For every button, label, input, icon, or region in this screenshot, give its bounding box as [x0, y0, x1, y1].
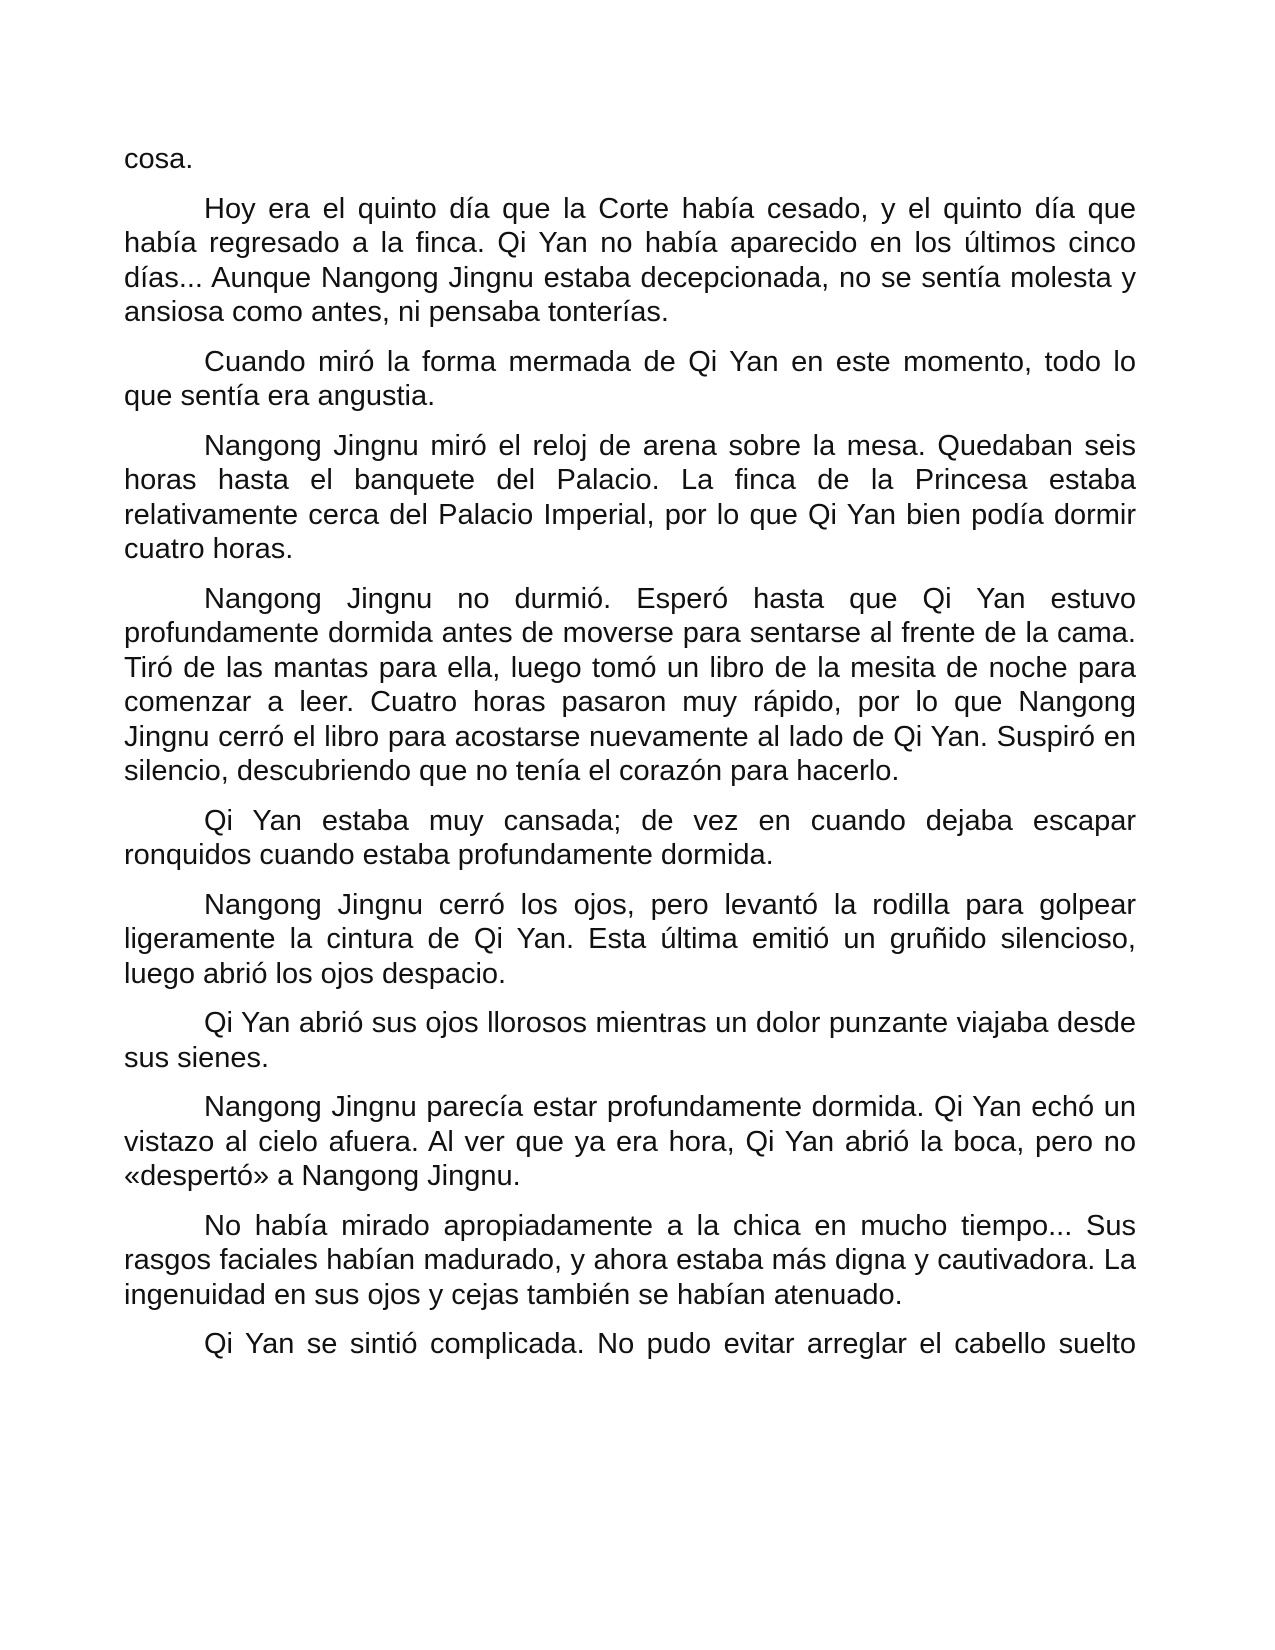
paragraph: Hoy era el quinto día que la Corte había cesado, y el quinto día que había regresado a la finca. Qi Yan no había aparecido en los últimos cinco días... Aunque Nangong Jingnu estaba decepcionada, no se sentía molesta y ansiosa como antes, ni pensaba tonterías. — [124, 192, 1136, 328]
paragraph: Nangong Jingnu cerró los ojos, pero levantó la rodilla para golpear ligeramente la cintura de Qi Yan. Esta última emitió un gruñido silencioso, luego abrió los ojos despacio. — [124, 888, 1136, 990]
paragraph: Nangong Jingnu no durmió. Esperó hasta que Qi Yan estuvo profundamente dormida antes de moverse para sentarse al frente de la cama. Tiró de las mantas para ella, luego tomó un libro de la mesita de noche para comenzar a leer. Cuatro horas pasaron muy rápido, por lo que Nangong Jingnu cerró el libro para acostarse nuevamente al lado de Qi Yan. Suspiró en silencio, descubriendo que no tenía el corazón para hacerlo. — [124, 582, 1136, 787]
paragraph: Cuando miró la forma mermada de Qi Yan en este momento, todo lo que sentía era angustia. — [124, 345, 1136, 412]
paragraph-truncated: Qi Yan se sintió complicada. No pudo evitar arreglar el cabello suelto — [204, 1328, 1136, 1360]
paragraph-continuation: cosa. — [124, 143, 194, 175]
paragraph: Qi Yan abrió sus ojos llorosos mientras un dolor punzante viajaba desde sus sienes. — [124, 1007, 1136, 1074]
paragraph: No había mirado apropiadamente a la chica en mucho tiempo... Sus rasgos faciales habían madurado, y ahora estaba más digna y cautivadora. La ingenuidad en sus ojos y cejas también se habían atenuado. — [124, 1209, 1136, 1311]
paragraph: Nangong Jingnu parecía estar profundamente dormida. Qi Yan echó un vistazo al cielo afuera. Al ver que ya era hora, Qi Yan abrió la boca, pero no «despertó» a Nangong Jingnu. — [124, 1091, 1136, 1192]
paragraph: Nangong Jingnu miró el reloj de arena sobre la mesa. Quedaban seis horas hasta el banquete del Palacio. La finca de la Princesa estaba relativamente cerca del Palacio Imperial, por lo que Qi Yan bien podía dormir cuatro horas. — [124, 429, 1136, 565]
paragraph: Qi Yan estaba muy cansada; de vez en cuando dejaba escapar ronquidos cuando estaba profundamente dormida. — [124, 804, 1136, 871]
document-page — [124, 142, 1136, 1377]
